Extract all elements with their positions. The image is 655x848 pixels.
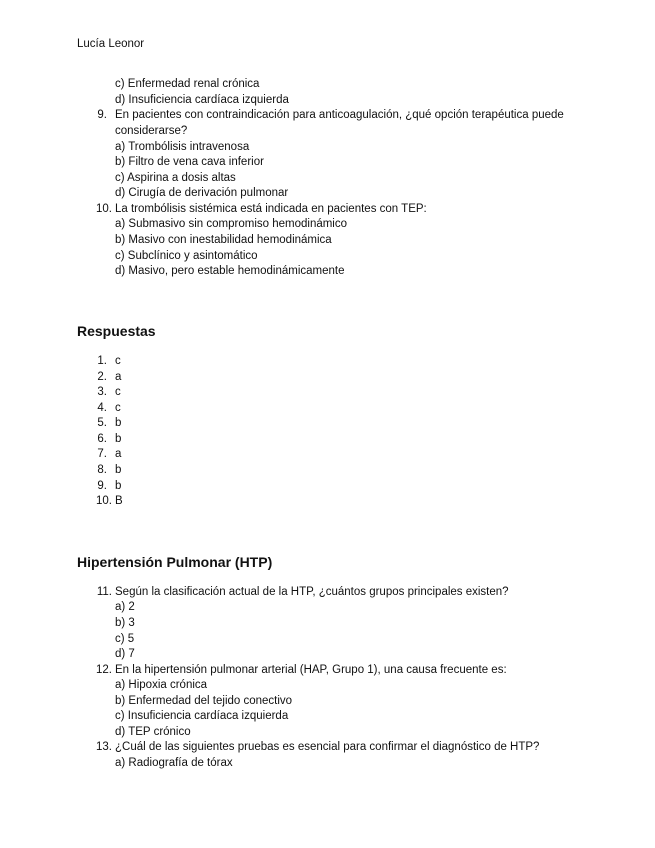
option-text: b) Masivo con inestabilidad hemodinámica: [115, 234, 332, 246]
option-text: a) Radiografía de tórax: [115, 757, 233, 769]
answer-number: 1.: [97, 355, 107, 367]
answer-number: 2.: [97, 371, 107, 383]
section-heading: Respuestas: [77, 323, 156, 339]
option-text: d) Masivo, pero estable hemodinámicamente: [115, 265, 345, 277]
answer-number: 9.: [97, 480, 107, 492]
answer-number: 8.: [97, 464, 107, 476]
answer-number: 10.: [96, 495, 112, 507]
answer-value: a: [115, 448, 122, 460]
option-text: d) TEP crónico: [115, 726, 191, 738]
option-text: a) Hipoxia crónica: [115, 679, 208, 691]
question-text: En pacientes con contraindicación para anticoagulación, ¿qué opción terapéutica puede: [115, 109, 564, 121]
option-text: d) Cirugía de derivación pulmonar: [115, 187, 289, 199]
answer-number: 6.: [97, 433, 107, 445]
option-text: c) 5: [115, 633, 135, 645]
section-heading: Hipertensión Pulmonar (HTP): [77, 554, 273, 570]
answer-number: 7.: [97, 448, 107, 460]
option-text: b) Enfermedad del tejido conectivo: [115, 695, 293, 707]
question-text: La trombólisis sistémica está indicada en pacientes con TEP:: [115, 203, 427, 215]
answer-value: c: [115, 386, 121, 398]
answer-value: c: [115, 402, 121, 414]
option-text: c) Subclínico y asintomático: [115, 250, 258, 262]
option-text: a) Trombólisis intravenosa: [115, 141, 250, 153]
question-number: 11.: [96, 586, 112, 598]
question-text: En la hipertensión pulmonar arterial (HAP, Grupo 1), una causa frecuente es:: [115, 664, 507, 676]
option-text: c) Enfermedad renal crónica: [115, 78, 260, 90]
option-text: d) 7: [115, 648, 135, 660]
answer-value: c: [115, 355, 121, 367]
answer-value: b: [115, 433, 122, 445]
answer-number: 3.: [97, 386, 107, 398]
question-number: 10.: [96, 203, 112, 215]
answer-number: 4.: [97, 402, 107, 414]
option-text: a) Submasivo sin compromiso hemodinámico: [115, 218, 348, 230]
question-text: considerarse?: [115, 125, 188, 137]
answer-value: a: [115, 371, 122, 383]
answer-number: 5.: [97, 417, 107, 429]
answer-value: b: [115, 464, 122, 476]
option-text: d) Insuficiencia cardíaca izquierda: [115, 94, 289, 106]
answer-value: B: [115, 495, 123, 507]
author-name: Lucía Leonor: [77, 38, 145, 50]
answer-value: b: [115, 417, 122, 429]
question-text: ¿Cuál de las siguientes pruebas es esencial para confirmar el diagnóstico de HTP?: [115, 741, 540, 753]
option-text: b) Filtro de vena cava inferior: [115, 156, 264, 168]
question-number: 13.: [96, 741, 112, 753]
question-number: 12.: [96, 664, 112, 676]
question-text: Según la clasificación actual de la HTP, ¿cuántos grupos principales existen?: [115, 586, 509, 598]
option-text: c) Insuficiencia cardíaca izquierda: [115, 710, 289, 722]
option-text: a) 2: [115, 601, 135, 613]
question-number: 9.: [97, 109, 107, 121]
answer-value: b: [115, 480, 122, 492]
option-text: b) 3: [115, 617, 135, 629]
option-text: c) Aspirina a dosis altas: [115, 172, 236, 184]
